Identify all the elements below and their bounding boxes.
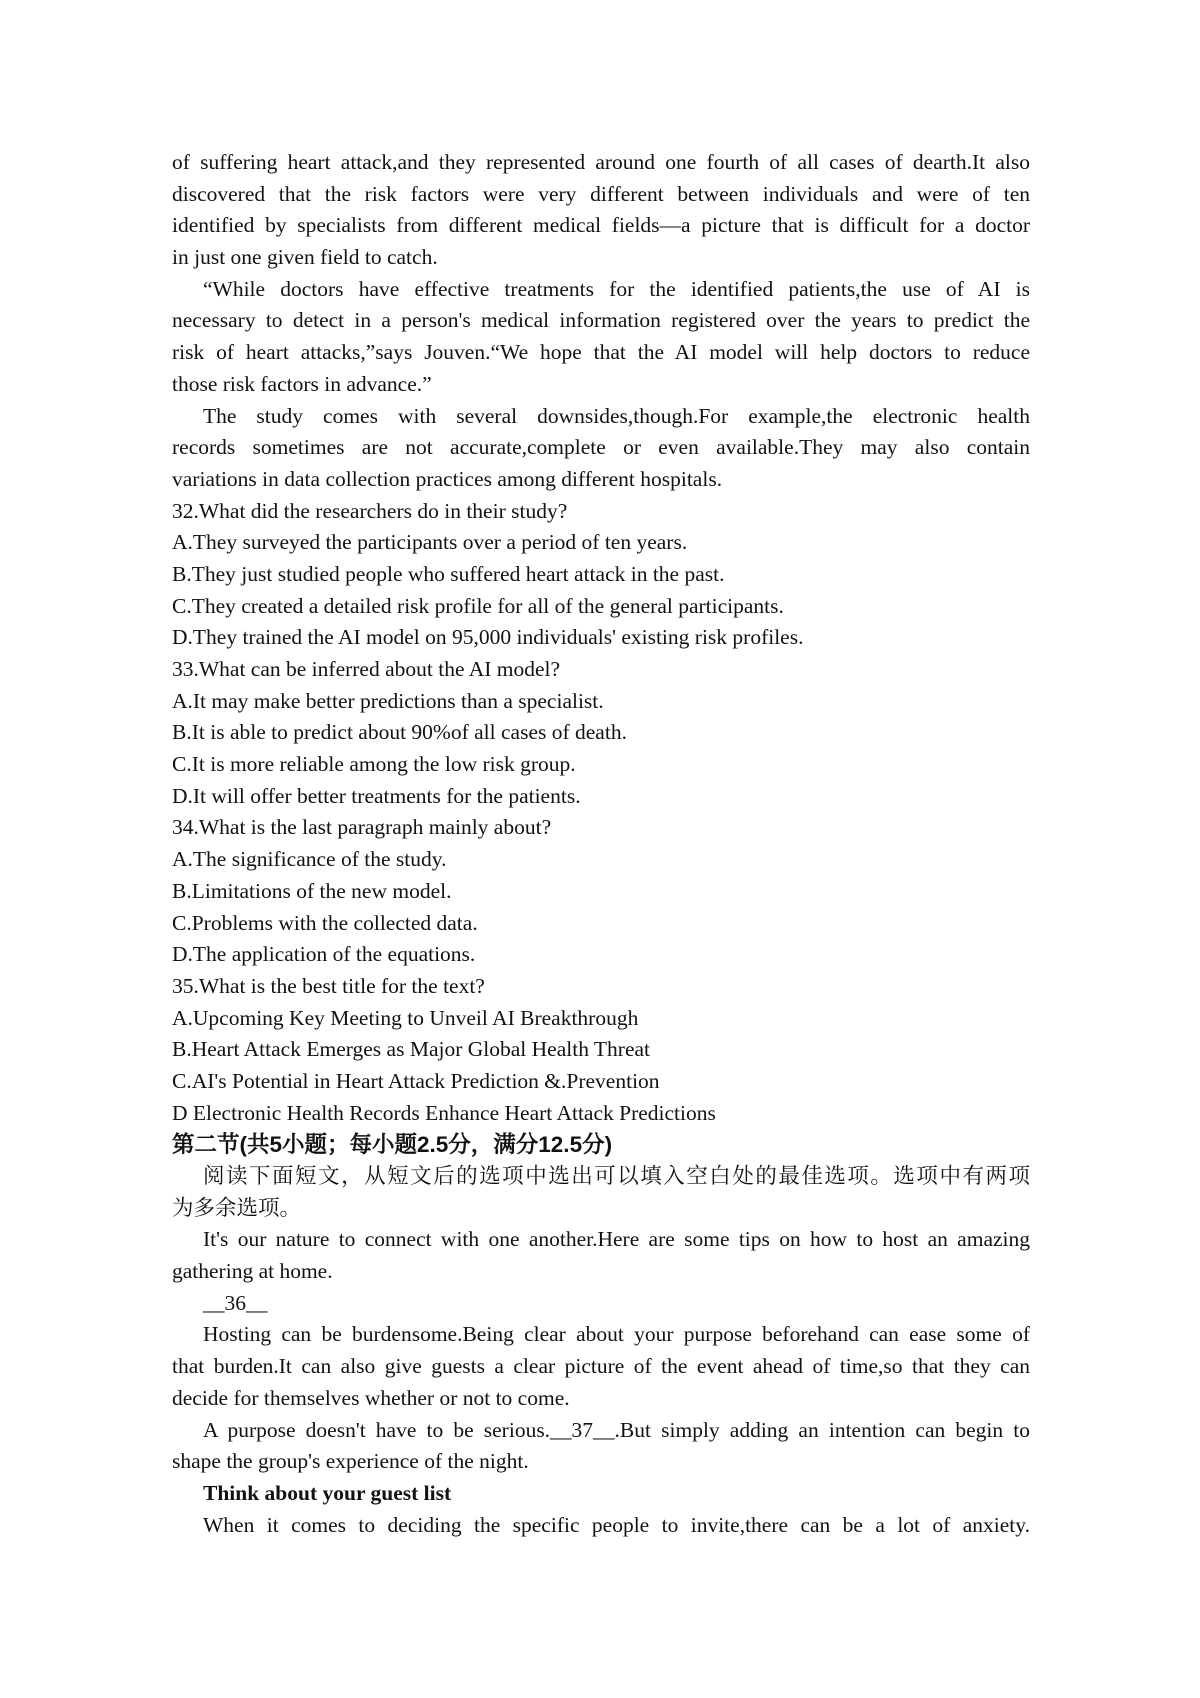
question-34-option-d: D.The application of the equations. xyxy=(172,942,476,967)
guest-list-heading: Think about your guest list xyxy=(203,1480,452,1505)
question-34-option-b: B.Limitations of the new model. xyxy=(172,878,452,903)
cloze-intro-line: gathering at home. xyxy=(172,1259,333,1284)
passage-para3-line: records sometimes are not accurate,complete or even available.They may also contain xyxy=(172,435,1030,460)
question-35-stem: 35.What is the best title for the text? xyxy=(172,973,485,998)
passage-para1-line: in just one given field to catch. xyxy=(172,245,438,270)
question-35-option-b: B.Heart Attack Emerges as Major Global Health Threat xyxy=(172,1037,651,1062)
question-33-option-d: D.It will offer better treatments for the patients. xyxy=(172,783,581,808)
question-35-option-d: D Electronic Health Records Enhance Heart Attack Predictions xyxy=(172,1100,716,1125)
purpose-para-line: shape the group's experience of the night. xyxy=(172,1449,529,1474)
question-32-option-c: C.They created a detailed risk profile for all of the general participants. xyxy=(172,593,784,618)
exam-text-column xyxy=(172,147,1030,1541)
question-33-option-c: C.It is more reliable among the low risk group. xyxy=(172,752,576,777)
section-2-header: 第二节(共5小题；每小题2.5分，满分12.5分) xyxy=(172,1132,613,1158)
blank-36: __36__ xyxy=(203,1290,268,1315)
cloze-intro-line: It's our nature to connect with one another.Here are some tips on how to host an amazing xyxy=(203,1227,1030,1252)
passage-para2-line: risk of heart attacks,”says Jouven.“We hope that the AI model will help doctors to reduce xyxy=(172,340,1030,365)
section-2-instruction-line: 为多余选项。 xyxy=(172,1195,302,1220)
question-33-option-a: A.It may make better predictions than a specialist. xyxy=(172,688,604,713)
purpose-para-line: A purpose doesn't have to be serious.__37__.But simply adding an intention can begin to xyxy=(203,1417,1030,1442)
question-33-option-b: B.It is able to predict about 90%of all cases of death. xyxy=(172,720,627,745)
question-33-stem: 33.What can be inferred about the AI model? xyxy=(172,657,561,681)
question-34-option-a: A.The significance of the study. xyxy=(172,847,447,872)
passage-para2-line: “While doctors have effective treatments for the identified patients,the use of AI is xyxy=(203,276,1030,301)
question-35-option-c: C.AI's Potential in Heart Attack Prediction &.Prevention xyxy=(172,1068,660,1093)
hosting-para-line: that burden.It can also give guests a clear picture of the event ahead of time,so that they can xyxy=(172,1354,1030,1379)
passage-para2-line: necessary to detect in a person's medical information registered over the years to predict the xyxy=(172,308,1030,333)
hosting-para-line: decide for themselves whether or not to come. xyxy=(172,1385,570,1410)
passage-para3-line: The study comes with several downsides,though.For example,the electronic health xyxy=(203,403,1030,428)
passage-para2-line: those risk factors in advance.” xyxy=(172,371,432,396)
question-34-option-c: C.Problems with the collected data. xyxy=(172,910,478,935)
question-32-option-a: A.They surveyed the participants over a period of ten years. xyxy=(172,530,688,555)
section-2-instruction-line: 阅读下面短文，从短文后的选项中选出可以填入空白处的最佳选项。选项中有两项 xyxy=(203,1164,1030,1188)
question-32-option-b: B.They just studied people who suffered heart attack in the past. xyxy=(172,561,725,586)
question-35-option-a: A.Upcoming Key Meeting to Unveil AI Breakthrough xyxy=(172,1005,639,1030)
passage-para1-line: of suffering heart attack,and they represented around one fourth of all cases of dearth.It also xyxy=(172,150,1030,174)
question-32-option-d: D.They trained the AI model on 95,000 individuals' existing risk profiles. xyxy=(172,625,804,650)
passage-para1-line: identified by specialists from different medical fields—a picture that is difficult for a doctor xyxy=(172,213,1030,238)
question-32-stem: 32.What did the researchers do in their study? xyxy=(172,498,568,523)
hosting-para-line: Hosting can be burdensome.Being clear about your purpose beforehand can ease some of xyxy=(203,1322,1030,1347)
passage-para1-line: discovered that the risk factors were very different between individuals and were of ten xyxy=(172,181,1030,206)
question-34-stem: 34.What is the last paragraph mainly about? xyxy=(172,815,552,840)
passage-para3-line: variations in data collection practices among different hospitals. xyxy=(172,466,723,491)
guest-para-line: When it comes to deciding the specific people to invite,there can be a lot of anxiety. xyxy=(203,1512,1030,1537)
